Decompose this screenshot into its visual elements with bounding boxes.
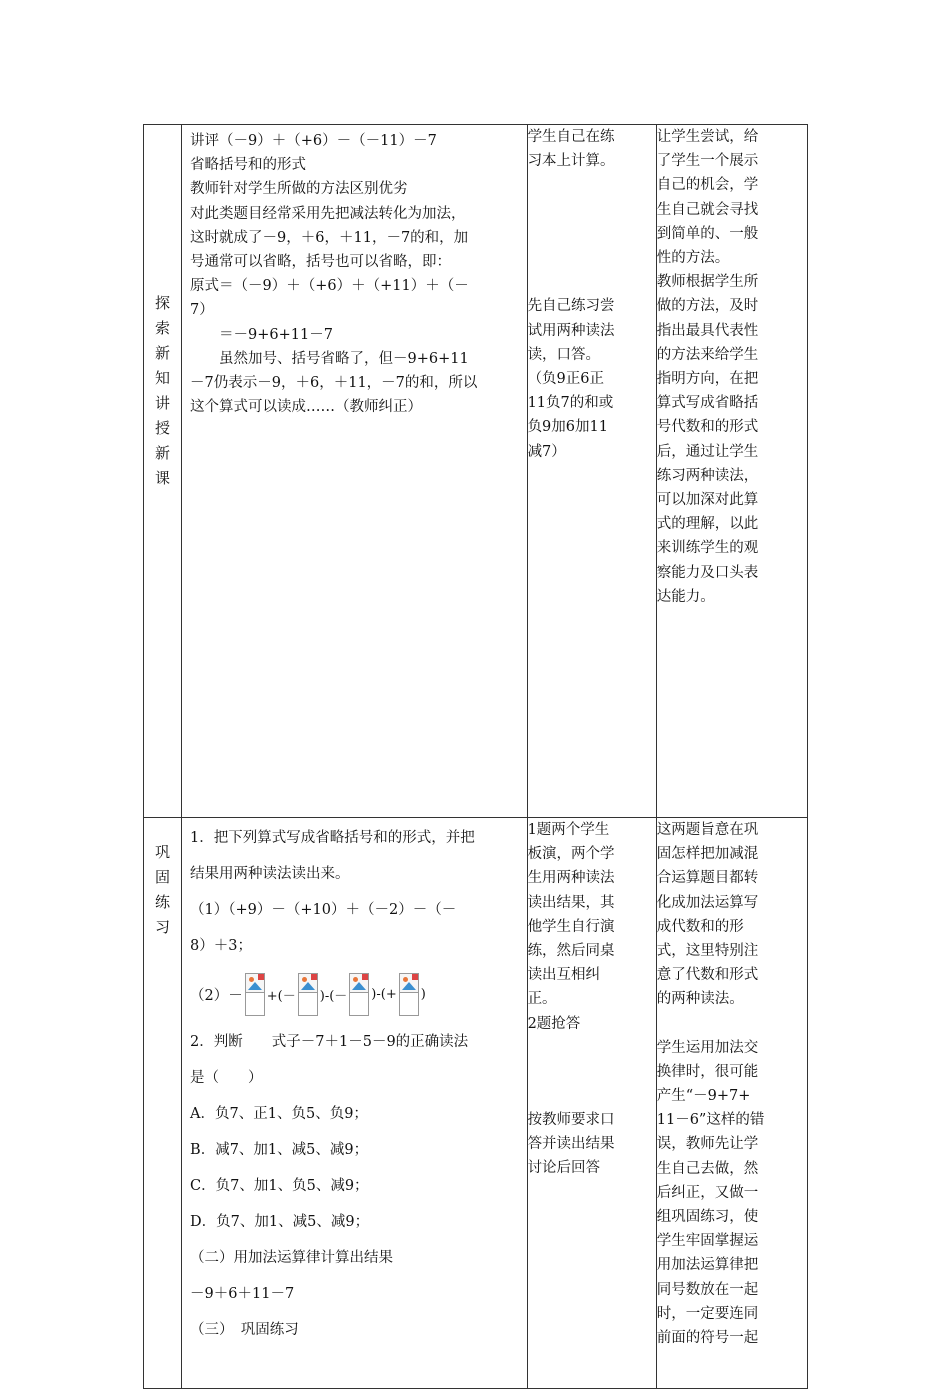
image-placeholder-icon (245, 973, 265, 993)
design-line: 让学生尝试，给 (656, 129, 759, 145)
design-line: 前面的符号一起 (656, 1330, 759, 1347)
teacher-line: 省略括号和的形式 (190, 157, 307, 174)
teacher-line: 原式＝（－9）＋（+6）＋（+11）＋（－ (190, 278, 469, 295)
frac-op-3: )-(+ (371, 986, 397, 1002)
exercise-line: 8）＋3； (190, 938, 252, 954)
student-line: 习本上计算。 (527, 153, 615, 170)
frac-op-2: )-(－ (319, 988, 348, 1004)
design-line: 式，这里特别注 (656, 943, 759, 960)
student-line: 先自己练习尝 (527, 298, 615, 315)
design-line: 11－6”这样的错 (656, 1112, 765, 1129)
design-line: 达能力。 (656, 588, 715, 605)
student-line: 读，口答。 (527, 346, 601, 363)
section-label-char: 固 (155, 868, 171, 886)
teacher-activity-cell (182, 125, 528, 818)
student-line: 试用两种读法 (527, 322, 615, 339)
teacher-line: 这时就成了－9，＋6，＋11，－7的和，加 (190, 229, 469, 246)
section-new-lesson (144, 125, 808, 818)
design-line: 式的理解，以此 (656, 516, 759, 533)
section-label-char: 巩 (155, 843, 171, 861)
option-line: B．减7、加1、减5、减9； (190, 1142, 369, 1158)
student-line: 读出互相纠 (527, 967, 601, 984)
design-line: 性的方法。 (656, 250, 730, 267)
design-line: 组巩固练习，使 (656, 1209, 759, 1226)
design-line: 时，一定要连同 (656, 1305, 759, 1322)
teacher-line: 号通常可以省略，括号也可以省略，即： (190, 254, 452, 271)
section-practice (144, 818, 808, 1389)
design-line: 这两题旨意在巩 (656, 822, 759, 838)
student-line: 正。 (527, 991, 557, 1008)
design-line: 察能力及口头表 (656, 564, 759, 581)
design-line: 来训练学生的观 (656, 540, 759, 557)
student-line: 答并读出结果 (527, 1136, 615, 1153)
design-line: 后，通过让学生 (656, 443, 759, 460)
design-line: 固怎样把加减混 (656, 846, 759, 863)
exercise-line: （三） 巩固练习 (190, 1322, 299, 1338)
design-intent-cell (656, 818, 807, 1389)
student-line: 负9加6加11 (527, 419, 608, 436)
section-label-char: 知 (155, 369, 171, 387)
design-line: 练习两种读法， (656, 467, 759, 484)
option-line: A．负7、正1、负5、负9； (190, 1106, 368, 1122)
section-label-char: 课 (155, 469, 171, 487)
section-label-char: 新 (155, 444, 171, 462)
frac-op-1: +(－ (266, 988, 296, 1004)
design-intent-cell (656, 125, 807, 818)
student-line: 减7） (527, 443, 566, 460)
student-line: 1题两个学生 (527, 822, 610, 838)
section-label-char: 授 (155, 419, 171, 437)
exercise-line: 2．判断 式子－7＋1－5－9的正确读法 (190, 1034, 469, 1050)
section-label-char: 习 (155, 918, 171, 936)
exercise-line: 结果用两种读法读出来。 (190, 866, 350, 882)
section-label-char: 探 (155, 294, 171, 312)
exercise-line: （二）用加法运算律计算出结果 (190, 1250, 394, 1266)
design-line: 误，教师先让学 (656, 1136, 759, 1153)
design-line: 做的方法，及时 (656, 298, 759, 315)
teacher-line: 虽然加号、括号省略了，但－9+6+11 (190, 350, 469, 367)
section-label-char: 新 (155, 344, 171, 362)
student-activity-cell (527, 818, 656, 1389)
teacher-line: 教师针对学生所做的方法区别优劣 (190, 181, 408, 198)
student-line: 练，然后同桌 (527, 943, 615, 960)
section-label-practice (144, 818, 182, 1389)
image-placeholder-icon (349, 973, 369, 993)
student-line: 读出结果，其 (527, 894, 615, 911)
student-line: 讨论后回答 (527, 1160, 601, 1177)
student-line: 学生自己在练 (527, 129, 615, 145)
teacher-line: 对此类题目经常采用先把减法转化为加法， (190, 205, 466, 222)
design-line: 意了代数和形式 (656, 967, 759, 984)
design-line: 的方法来给学生 (656, 346, 759, 363)
design-line: 用加法运算律把 (656, 1257, 759, 1274)
student-line: 2题抢答 (527, 1015, 581, 1032)
design-line: 换律时，很可能 (656, 1063, 759, 1080)
design-line: 生自己去做，然 (656, 1160, 759, 1177)
student-line: 生用两种读法 (527, 870, 615, 887)
exercise-fraction-line (190, 964, 522, 1024)
design-line: 算式写成省略括 (656, 395, 759, 412)
student-activity-cell (527, 125, 656, 818)
student-line: （负9正6正 (527, 371, 605, 388)
design-line: 号代数和的形式 (656, 419, 759, 436)
design-line: 学生运用加法交 (656, 1039, 759, 1056)
exercise-line: 是（ ） (190, 1070, 263, 1086)
section-label-char: 讲 (155, 394, 171, 412)
design-line: 自己的机会，学 (656, 177, 759, 194)
image-placeholder-icon (298, 973, 318, 993)
design-line: 化成加法运算写 (656, 894, 759, 911)
section-label-char: 练 (155, 893, 171, 911)
design-line: 指出最具代表性 (656, 322, 759, 339)
design-line: 同号数放在一起 (656, 1281, 759, 1298)
image-placeholder-icon (399, 973, 419, 993)
teacher-line: 7） (190, 302, 214, 319)
teacher-line: 讲评（－9）＋（+6）－（－11）－7 (190, 133, 437, 149)
design-line: 教师根据学生所 (656, 274, 759, 291)
fraction-image-3 (349, 973, 369, 1016)
option-line: C．负7、加1、负5、减9； (190, 1178, 369, 1194)
exercise-line: （1）（+9）－（+10）＋（－2）－（－ (190, 902, 457, 918)
student-line: 板演，两个学 (527, 846, 615, 863)
fraction-image-4 (399, 973, 419, 1016)
design-line: 指明方向，在把 (656, 371, 759, 388)
design-line: 的两种读法。 (656, 991, 744, 1008)
design-line: 到简单的、一般 (656, 225, 759, 242)
design-line: 生自己就会寻找 (656, 201, 759, 218)
design-line: 产生“－9+7+ (656, 1088, 751, 1105)
fraction-image-2 (298, 973, 318, 1016)
design-line: 学生牢固掌握运 (656, 1233, 759, 1250)
teacher-line: －7仍表示－9，＋6，＋11，－7的和，所以 (190, 375, 478, 392)
student-line: 他学生自行演 (527, 918, 615, 935)
student-line: 11负7的和或 (527, 395, 614, 412)
teacher-line: 这个算式可以读成……（教师纠正） (190, 399, 423, 416)
exercise-line: 1．把下列算式写成省略括号和的形式，并把 (190, 830, 475, 846)
option-line: D．负7、加1、减5、减9； (190, 1214, 370, 1230)
design-line: 可以加深对此算 (656, 492, 759, 509)
design-line: 合运算题目都转 (656, 870, 759, 887)
exercise-line: －9＋6＋11－7 (190, 1286, 295, 1302)
section-label-char: 索 (155, 319, 171, 337)
design-line: 后纠正，又做一 (656, 1184, 759, 1201)
frac-prefix: （2）－ (190, 987, 243, 1004)
teacher-line: ＝－9+6+11－7 (190, 326, 333, 343)
lesson-plan-table (143, 124, 808, 1389)
fraction-image-1 (245, 973, 265, 1016)
student-line: 按教师要求口 (527, 1111, 615, 1128)
design-line: 了学生一个展示 (656, 153, 759, 170)
design-line: 成代数和的形 (656, 918, 744, 935)
section-label-new-lesson (144, 125, 182, 818)
exercise-cell (182, 818, 528, 1389)
frac-op-4: ) (420, 986, 426, 1002)
